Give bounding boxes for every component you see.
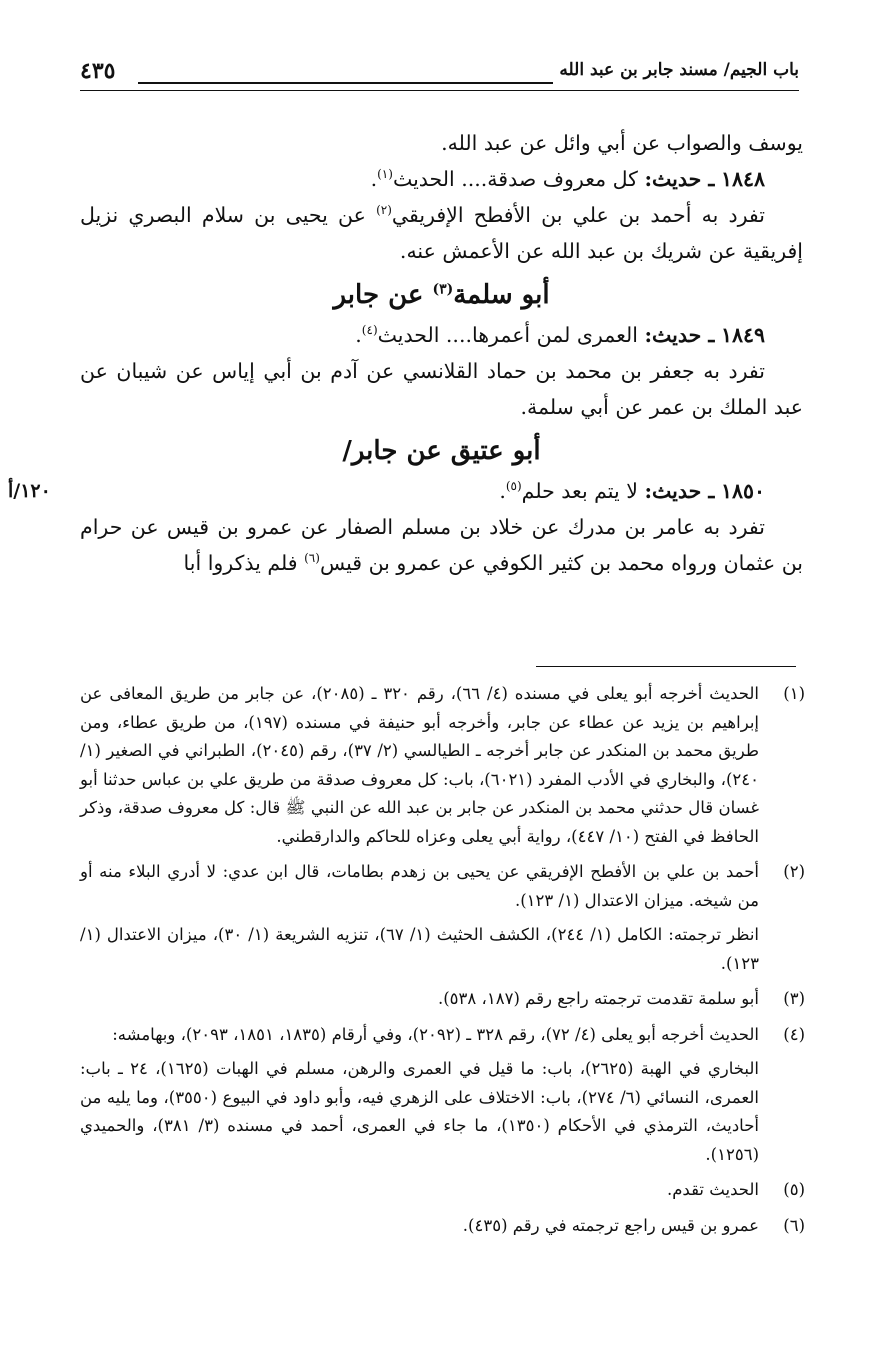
footnote-number: (٤) bbox=[783, 1024, 805, 1044]
footnote-item bbox=[80, 1021, 805, 1170]
margin-folio-note: ١٢٠/أ bbox=[8, 480, 51, 502]
footnote-item bbox=[80, 985, 805, 1014]
footnote-number: (١) bbox=[783, 684, 805, 703]
entry-note-rest: عن يحيى بن سلام البصري نزيل إفريقية عن شريك بن عبد الله عن الأعمش عنه. bbox=[80, 203, 803, 263]
footnote-text: عمرو بن قيس راجع ترجمته في رقم (٤٣٥). bbox=[462, 1215, 759, 1235]
footnote-ref[interactable]: (١) bbox=[377, 167, 393, 182]
header-rule bbox=[138, 82, 553, 84]
footnote-number: (٣) bbox=[783, 989, 805, 1008]
footnote-item bbox=[80, 680, 805, 851]
entry-label: ـ حديث: bbox=[644, 323, 715, 347]
heading-rest: عن جابر bbox=[333, 280, 424, 310]
entry-number: ١٨٤٨ bbox=[720, 167, 765, 191]
header-rule-thin bbox=[80, 90, 799, 91]
footnote-number: (٦) bbox=[783, 1215, 805, 1235]
entry-number: ١٨٤٩ bbox=[720, 323, 765, 347]
entry-note-text: تفرد به أحمد بن علي بن الأفطح الإفريقي bbox=[391, 203, 765, 227]
footnote-separator bbox=[536, 666, 796, 667]
entry-label: ـ حديث: bbox=[644, 479, 715, 503]
footnote-number: (٥) bbox=[783, 1180, 805, 1199]
section-heading bbox=[80, 433, 803, 469]
section-heading bbox=[80, 277, 803, 313]
entry-suffix: . bbox=[355, 323, 362, 347]
entry-text: العمرى لمن أعمرها.... الحديث bbox=[377, 323, 638, 347]
page-number: ٤٣٥ bbox=[80, 58, 116, 84]
footnote-ref[interactable]: (٣) bbox=[432, 281, 454, 298]
continuation-text: يوسف والصواب عن أبي وائل عن عبد الله. bbox=[441, 131, 803, 155]
footnote-text: أحمد بن علي بن الأفطح الإفريقي عن يحيى بن زهدم بطامات، قال ابن عدي: لا أدري البلاء منه أو من شيخه. ميزان الاعتدال (١/ ١٢٣). bbox=[80, 862, 759, 910]
footnote-ref[interactable]: (٦) bbox=[304, 551, 320, 566]
footnote-text: أبو سلمة تقدمت ترجمته راجع رقم (١٨٧، ٥٣٨). bbox=[437, 989, 759, 1008]
main-text bbox=[80, 125, 803, 581]
running-header bbox=[80, 56, 799, 96]
entry-label: ـ حديث: bbox=[644, 167, 715, 191]
heading-text: أبو عتيق عن جابر/ bbox=[342, 436, 541, 466]
entry-note-rest: فلم يذكروا أبا bbox=[183, 551, 298, 575]
header-title: باب الجيم/ مسند جابر بن عبد الله bbox=[559, 60, 799, 80]
hadith-entry bbox=[80, 473, 803, 509]
entry-text: كل معروف صدقة.... الحديث bbox=[392, 167, 638, 191]
footnote-item bbox=[80, 1176, 805, 1205]
heading-text: أبو سلمة bbox=[453, 280, 550, 310]
footnote-ref[interactable]: (٥) bbox=[505, 479, 522, 494]
footnote-item bbox=[80, 1212, 805, 1241]
footnote-ref[interactable]: (٤) bbox=[361, 323, 378, 338]
entry-text: لا يتم بعد حلم bbox=[521, 479, 638, 503]
hadith-entry bbox=[80, 317, 803, 353]
footnote-ref[interactable]: (٢) bbox=[376, 203, 392, 218]
footnote-item bbox=[80, 858, 805, 978]
entry-note bbox=[80, 509, 803, 581]
entry-note bbox=[80, 353, 803, 425]
hadith-entry bbox=[80, 161, 803, 197]
entry-suffix: . bbox=[499, 479, 506, 503]
entry-note-text: تفرد به جعفر بن محمد بن حماد القلانسي عن آدم بن أبي إياس عن شيبان عن عبد الملك بن عمر عن أبي سلمة. bbox=[80, 359, 803, 419]
footnote-number: (٢) bbox=[783, 862, 805, 881]
footnote-text: الحديث تقدم. bbox=[666, 1180, 759, 1199]
footnotes bbox=[80, 680, 805, 1247]
footnote-extra: البخاري في الهبة (٢٦٢٥)، باب: ما قيل في العمرى والرهن، مسلم في الهبات (١٦٢٥)، ٢٤ ـ باب: العمرى، النسائي (٦/ ٢٧٤)، باب: الاختلاف على الزهري فيه، وأبو داود في البيوع (٣٥٥٠)، وما يليه من أحاديث، الترمذي في الأحكام (١٣٥٠)، ما جاء في العمرى، أحمد في مسنده (٣/ ٣٨١)، والحميدي (١٢٥٦). bbox=[80, 1059, 759, 1164]
footnote-extra: انظر ترجمته: الكامل (١/ ٢٤٤)، الكشف الحثيث (١/ ٦٧)، تنزيه الشريعة (١/ ٣٠)، ميزان الاعتدال (١/ ١٢٣). bbox=[80, 925, 759, 973]
entry-suffix: . bbox=[370, 167, 378, 191]
entry-number: ١٨٥٠ bbox=[720, 479, 765, 503]
footnote-text: الحديث أخرجه أبو يعلى في مسنده (٤/ ٦٦)، رقم ٣٢٠ ـ (٢٠٨٥)، عن جابر من طريق المعافى عن إبراهيم بن يزيد عن عطاء عن جابر، وأخرجه أبو حنيفة في مسنده (١٩٧)، من طريق عطاء، ومن طريق محمد بن المنكدر عن جابر أخرجه ـ الطيالسي (٢/ ٣٧)، رقم (٢٠٤٥)، الطبراني في الصغير (١/ ٢٤٠)، والبخاري في الأدب المفرد (٦٠٢١)، باب: كل معروف صدقة من طريق علي بن عباس حدثنا أبو غسان قال حدثني محمد بن المنكدر عن جابر بن عبد الله عن النبي ﷺ قال: كل معروف صدقة، وذكر الحافظ في الفتح (١٠/ ٤٤٧)، رواية أبي يعلى وعزاه للحاكم والدارقطني. bbox=[80, 684, 759, 846]
entry-note bbox=[80, 197, 803, 269]
entry-note-text: تفرد به عامر بن مدرك عن خلاد بن مسلم الصفار عن عمرو بن قيس عن حرام بن عثمان ورواه محمد بن كثير الكوفي عن عمرو بن قيس bbox=[80, 515, 803, 575]
footnote-text: الحديث أخرجه أبو يعلى (٤/ ٧٢)، رقم ٣٢٨ ـ (٢٠٩٢)، وفي أرقام (١٨٣٥، ١٨٥١، ٢٠٩٣)، وبهامشه: bbox=[112, 1024, 759, 1044]
